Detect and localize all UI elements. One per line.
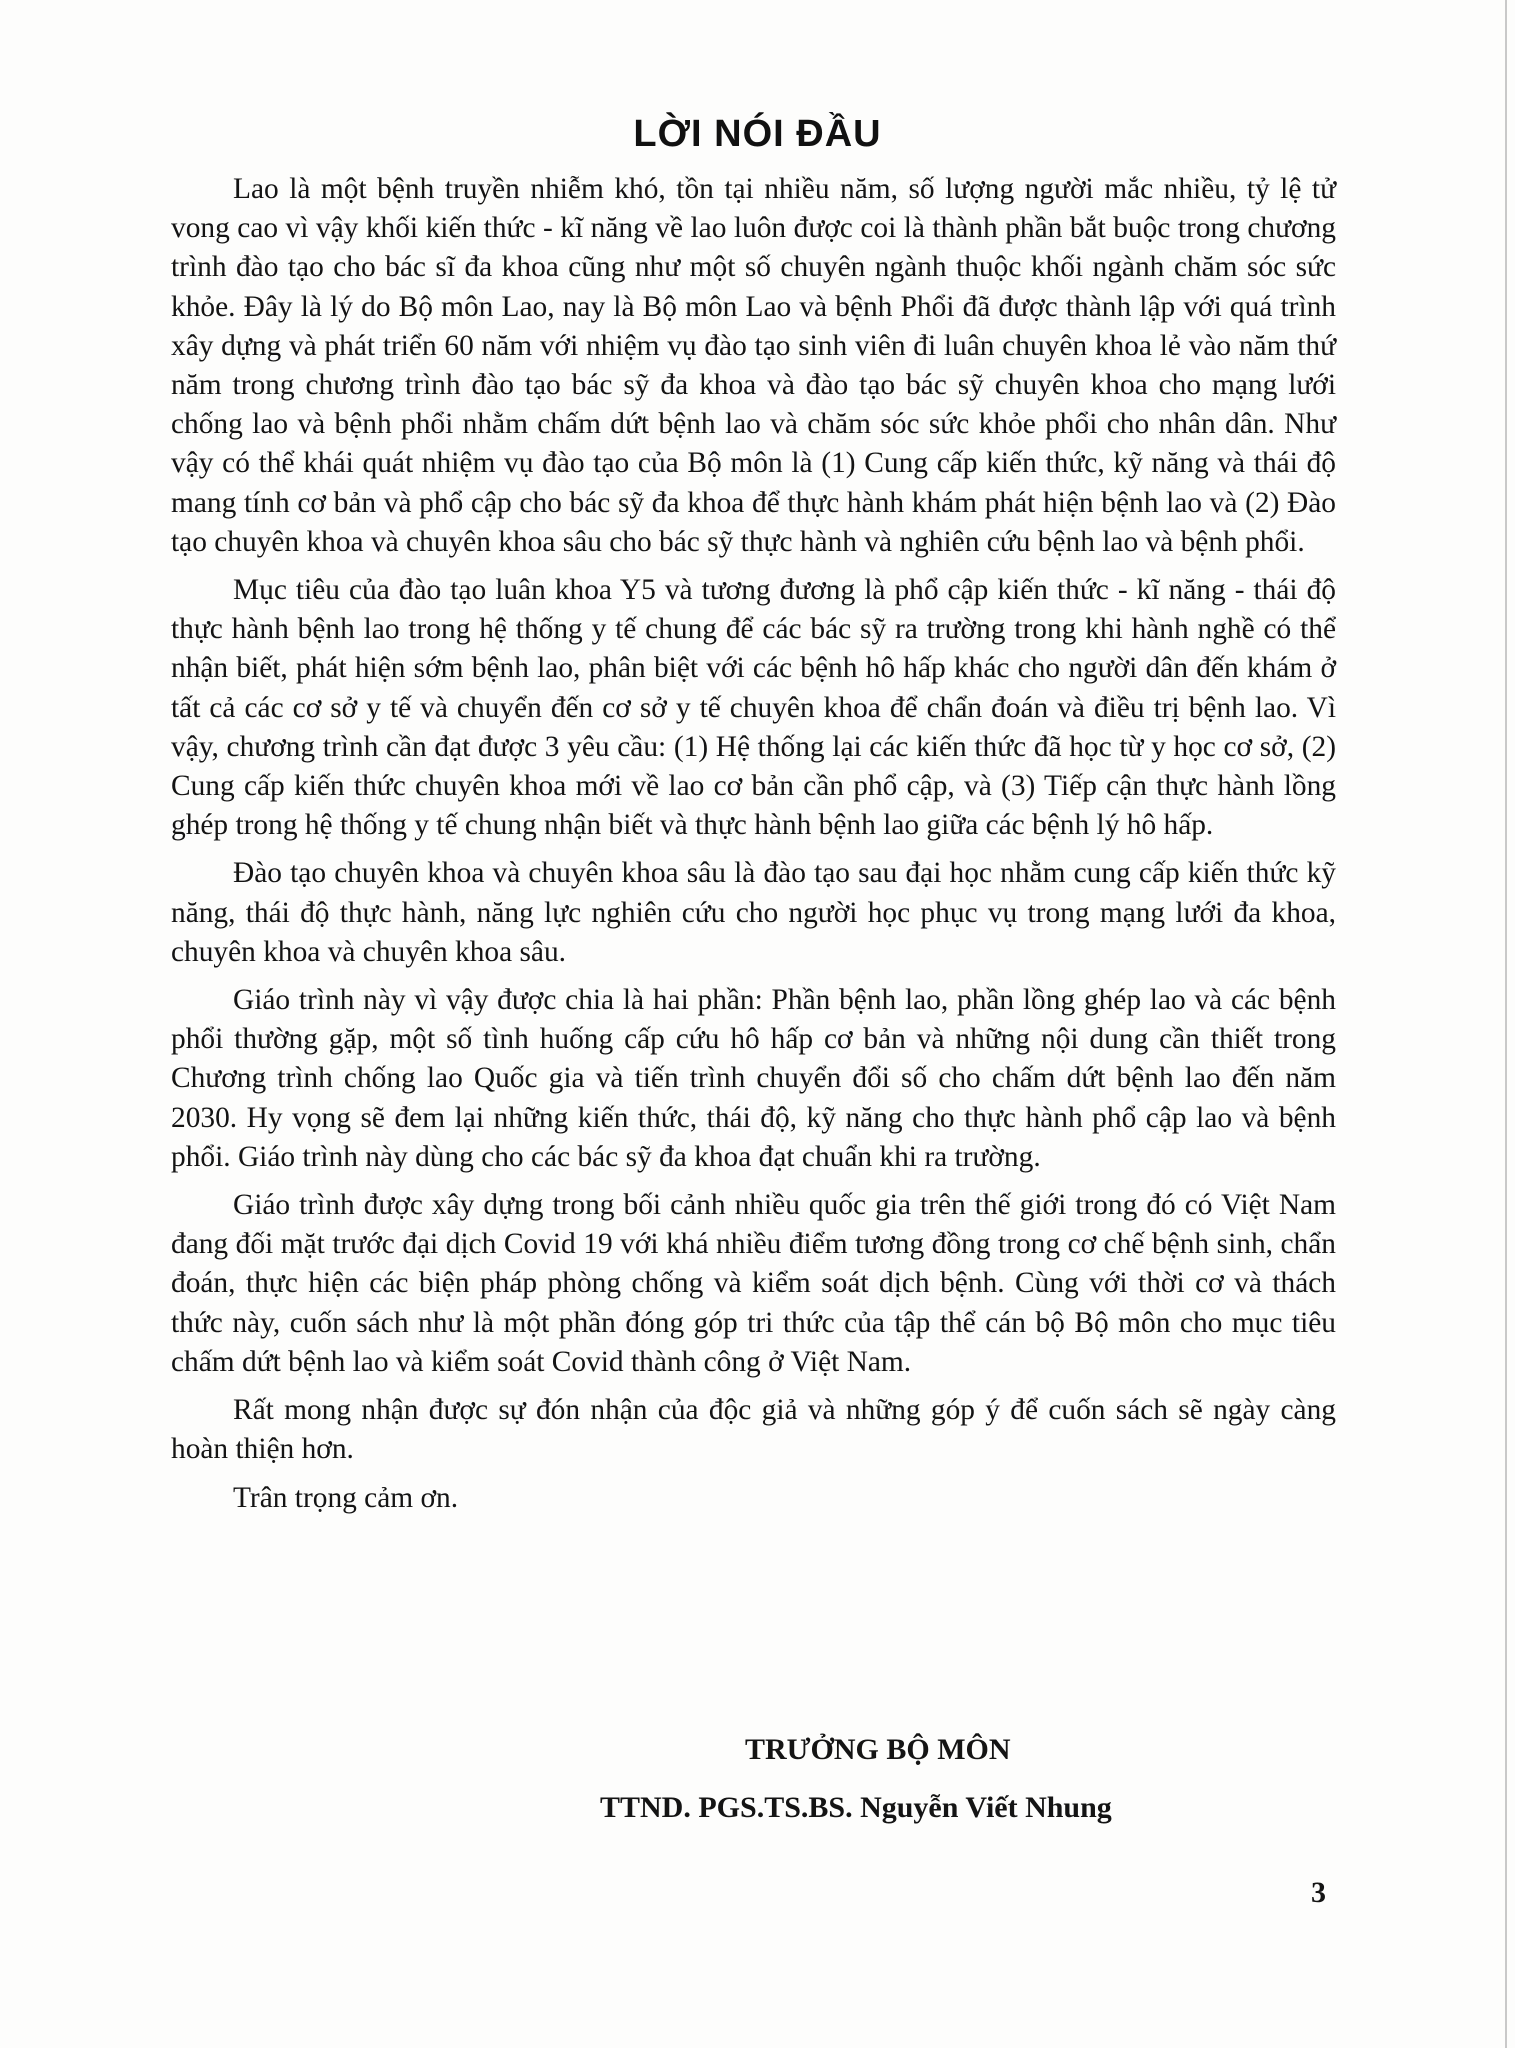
- paragraph-7: Trân trọng cảm ơn.: [233, 1481, 459, 1514]
- paragraph-6: Rất mong nhận được sự đón nhận của độc giả và những góp ý để cuốn sách sẽ ngày càng hoàn thiện hơn.: [171, 1394, 1336, 1466]
- paragraph-4: Giáo trình này vì vậy được chia là hai phần: Phần bệnh lao, phần lồng ghép lao và các bệnh phổi thường gặp, một số tình huống cấp cứu hô hấp cơ bản và những nội dung cần thiết trong Chương trình chống lao Quốc gia và tiến trình chuyển đổi số cho chấm dứt bệnh lao đến năm 2030. Hy vọng sẽ đem lại những kiến thức, thái độ, kỹ năng cho thực hành phổ cập lao và bệnh phổi. Giáo trình này dùng cho các bác sỹ đa khoa đạt chuẩn khi ra trường.: [171, 984, 1336, 1173]
- page-edge-line: [1505, 0, 1507, 2048]
- paragraph-3: Đào tạo chuyên khoa và chuyên khoa sâu là đào tạo sau đại học nhằm cung cấp kiến thức kỹ năng, thái độ thực hành, năng lực nghiên cứu cho người học phục vụ trong mạng lưới đa khoa, chuyên khoa và chuyên khoa sâu.: [171, 857, 1336, 968]
- foreword-body: [171, 170, 1336, 1527]
- signature-name: TTND. PGS.TS.BS. Nguyễn Viết Nhung: [600, 1791, 1112, 1824]
- page-number: 3: [1311, 1876, 1326, 1909]
- page-title: LỜI NÓI ĐẦU: [633, 113, 882, 155]
- signature-role: TRƯỞNG BỘ MÔN: [745, 1733, 1011, 1766]
- paragraph-5: Giáo trình được xây dựng trong bối cảnh nhiều quốc gia trên thế giới trong đó có Việt Nam đang đối mặt trước đại dịch Covid 19 với khá nhiều điểm tương đồng trong cơ chế bệnh sinh, chẩn đoán, thực hiện các biện pháp phòng chống và kiểm soát dịch bệnh. Cùng với thời cơ và thách thức này, cuốn sách như là một phần đóng góp tri thức của tập thể cán bộ Bộ môn cho mục tiêu chấm dứt bệnh lao và kiểm soát Covid thành công ở Việt Nam.: [171, 1189, 1336, 1378]
- paragraph-2: Mục tiêu của đào tạo luân khoa Y5 và tương đương là phổ cập kiến thức - kĩ năng - thái độ thực hành bệnh lao trong hệ thống y tế chung để các bác sỹ ra trường trong khi hành nghề có thể nhận biết, phát hiện sớm bệnh lao, phân biệt với các bệnh hô hấp khác cho người dân đến khám ở tất cả các cơ sở y tế và chuyển đến cơ sở y tế chuyên khoa để chẩn đoán và điều trị bệnh lao. Vì vậy, chương trình cần đạt được 3 yêu cầu: (1) Hệ thống lại các kiến thức đã học từ y học cơ sở, (2) Cung cấp kiến thức chuyên khoa mới về lao cơ bản cần phổ cập, và (3) Tiếp cận thực hành lồng ghép trong hệ thống y tế chung nhận biết và thực hành bệnh lao giữa các bệnh lý hô hấp.: [171, 574, 1336, 842]
- paragraph-1: Lao là một bệnh truyền nhiễm khó, tồn tại nhiều năm, số lượng người mắc nhiều, tỷ lệ tử vong cao vì vậy khối kiến thức - kĩ năng về lao luôn được coi là thành phần bắt buộc trong chương trình đào tạo cho bác sĩ đa khoa cũng như một số chuyên ngành thuộc khối ngành chăm sóc sức khỏe. Đây là lý do Bộ môn Lao, nay là Bộ môn Lao và bệnh Phổi đã được thành lập với quá trình xây dựng và phát triển 60 năm với nhiệm vụ đào tạo sinh viên đi luân chuyên khoa lẻ vào năm thứ năm trong chương trình đào tạo bác sỹ đa khoa và đào tạo bác sỹ chuyên khoa cho mạng lưới chống lao và bệnh phổi nhằm chấm dứt bệnh lao và chăm sóc sức khỏe phổi cho nhân dân. Như vậy có thể khái quát nhiệm vụ đào tạo của Bộ môn là (1) Cung cấp kiến thức, kỹ năng và thái độ mang tính cơ bản và phổ cập cho bác sỹ đa khoa để thực hành khám phát hiện bệnh lao và (2) Đào tạo chuyên khoa và chuyên khoa sâu cho bác sỹ thực hành và nghiên cứu bệnh lao và bệnh phổi.: [171, 173, 1336, 558]
